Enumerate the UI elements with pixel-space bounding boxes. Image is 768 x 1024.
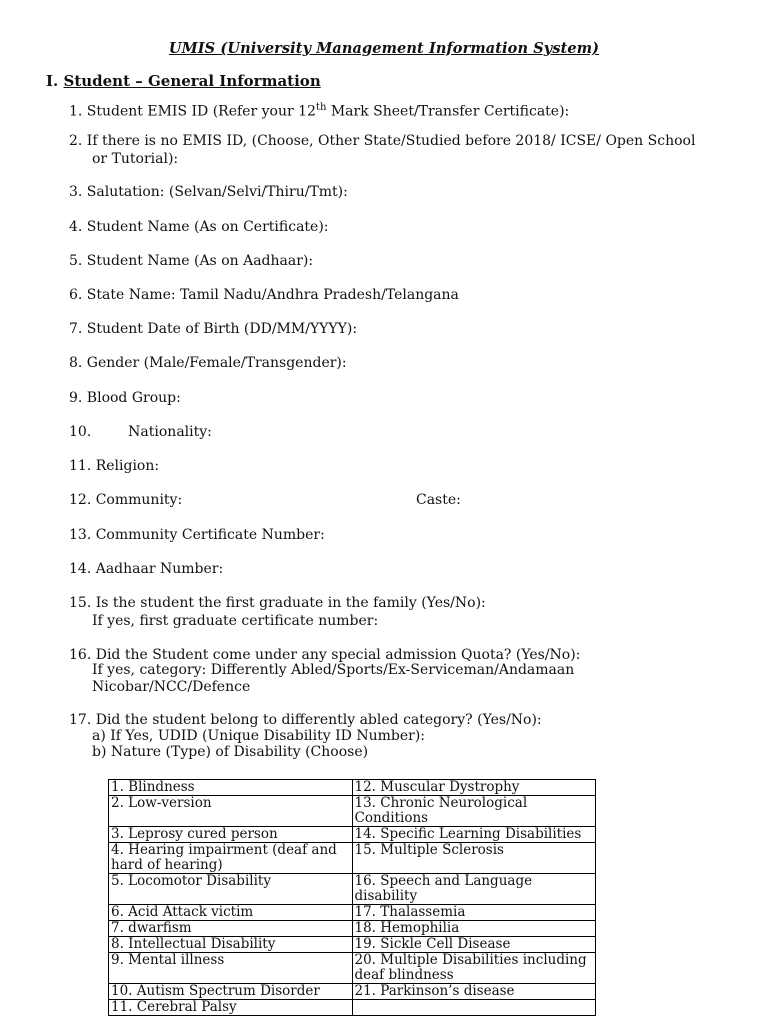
- table-cell: 18. Hemophilia: [352, 921, 596, 937]
- document-title: UMIS (University Management Information System): [168, 40, 600, 57]
- table-cell: [352, 1000, 596, 1016]
- question-2: 2. If there is no EMIS ID, (Choose, Other State/Studied before 2018/ ICSE/ Open School: [69, 133, 696, 149]
- question-10: [69, 424, 212, 441]
- question-17-sub-b: b) Nature (Type) of Disability (Choose): [92, 744, 369, 760]
- table-cell: 20. Multiple Disabilities including deaf blindness: [352, 953, 596, 984]
- question-10-label: Nationality:: [128, 424, 212, 440]
- table-cell: 7. dwarfism: [109, 921, 353, 937]
- section-heading: [46, 72, 321, 90]
- question-3: 3. Salutation: (Selvan/Selvi/Thiru/Tmt):: [69, 184, 348, 200]
- question-1-superscript: th: [315, 102, 327, 113]
- table-row: [109, 874, 596, 905]
- question-2-continued: or Tutorial):: [92, 151, 179, 167]
- table-cell: 14. Specific Learning Disabilities: [352, 827, 596, 843]
- table-cell: 10. Autism Spectrum Disorder: [109, 984, 353, 1000]
- section-number: I.: [46, 72, 59, 90]
- table-cell: 16. Speech and Language disability: [352, 874, 596, 905]
- question-5: 5. Student Name (As on Aadhaar):: [69, 253, 314, 269]
- table-cell: 13. Chronic Neurological Conditions: [352, 796, 596, 827]
- table-cell: 1. Blindness: [109, 780, 353, 796]
- question-15: 15. Is the student the first graduate in the family (Yes/No):: [69, 595, 486, 611]
- question-12-caste: Caste:: [416, 492, 461, 508]
- table-row: [109, 796, 596, 827]
- table-row: [109, 953, 596, 984]
- table-cell: 21. Parkinson’s disease: [352, 984, 596, 1000]
- question-1-text-end: Mark Sheet/Transfer Certificate):: [326, 103, 570, 120]
- question-17-sub-a: a) If Yes, UDID (Unique Disability ID Number):: [92, 728, 425, 744]
- question-8: 8. Gender (Male/Female/Transgender):: [69, 355, 347, 371]
- table-cell: 19. Sickle Cell Disease: [352, 937, 596, 953]
- disability-type-table: [108, 779, 596, 1016]
- table-cell: 3. Leprosy cured person: [109, 827, 353, 843]
- section-label: Student – General Information: [63, 72, 321, 90]
- table-row: [109, 780, 596, 796]
- question-4: 4. Student Name (As on Certificate):: [69, 219, 329, 235]
- table-cell: 9. Mental illness: [109, 953, 353, 984]
- table-cell: 6. Acid Attack victim: [109, 905, 353, 921]
- question-11: 11. Religion:: [69, 458, 160, 474]
- table-cell: 4. Hearing impairment (deaf and hard of hearing): [109, 843, 353, 874]
- table-row: [109, 937, 596, 953]
- question-1: [69, 99, 569, 121]
- table-cell: 15. Multiple Sclerosis: [352, 843, 596, 874]
- question-10-number: 10.: [69, 424, 92, 440]
- table-row: [109, 843, 596, 874]
- table-cell: 11. Cerebral Palsy: [109, 1000, 353, 1016]
- table-row: [109, 827, 596, 843]
- table-cell: 8. Intellectual Disability: [109, 937, 353, 953]
- question-16: 16. Did the Student come under any special admission Quota? (Yes/No):: [69, 647, 581, 663]
- question-1-text: 1. Student EMIS ID (Refer your 12: [69, 103, 316, 120]
- question-13: 13. Community Certificate Number:: [69, 527, 325, 543]
- table-cell: 5. Locomotor Disability: [109, 874, 353, 905]
- question-15-sub: If yes, first graduate certificate number:: [92, 613, 379, 629]
- question-14: 14. Aadhaar Number:: [69, 561, 224, 577]
- table-cell: 17. Thalassemia: [352, 905, 596, 921]
- question-6: 6. State Name: Tamil Nadu/Andhra Pradesh/Telangana: [69, 287, 459, 303]
- question-12: 12. Community:: [69, 492, 183, 508]
- question-17: 17. Did the student belong to differently abled category? (Yes/No):: [69, 712, 542, 728]
- table-row: [109, 905, 596, 921]
- table-row: [109, 921, 596, 937]
- question-16-sub-line-1: If yes, category: Differently Abled/Sports/Ex-Serviceman/Andamaan: [92, 662, 575, 678]
- table-cell: 2. Low-version: [109, 796, 353, 827]
- table-cell: 12. Muscular Dystrophy: [352, 780, 596, 796]
- question-16-sub-line-2: Nicobar/NCC/Defence: [92, 679, 251, 695]
- table-row: [109, 1000, 596, 1016]
- question-9: 9. Blood Group:: [69, 390, 181, 406]
- table-row: [109, 984, 596, 1000]
- question-7: 7. Student Date of Birth (DD/MM/YYYY):: [69, 321, 358, 337]
